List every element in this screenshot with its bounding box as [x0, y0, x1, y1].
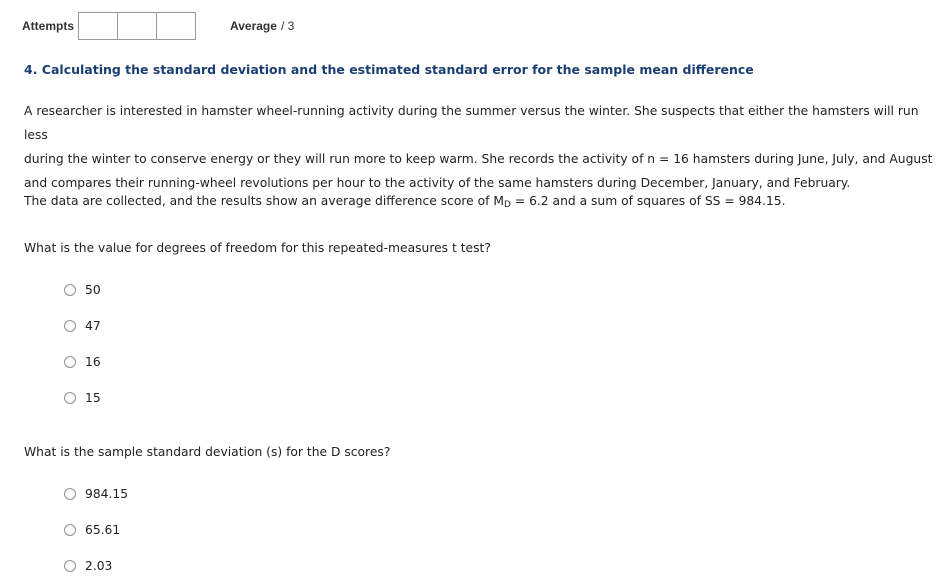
df-option-3[interactable] [64, 354, 101, 370]
radio-button[interactable] [64, 392, 76, 404]
radio-button[interactable] [64, 356, 76, 368]
average-label: Average [230, 19, 277, 33]
radio-button[interactable] [64, 488, 76, 500]
scenario-paragraph [24, 99, 939, 195]
df-option-1[interactable] [64, 282, 101, 298]
sd-option-3[interactable] [64, 558, 112, 574]
option-label: 65.61 [85, 523, 121, 537]
option-label: 15 [85, 391, 101, 405]
attempts-bar [22, 12, 294, 40]
sd-option-1[interactable] [64, 486, 128, 502]
sd-question-prompt: What is the sample standard deviation (s) for the D scores? [24, 445, 391, 459]
sd-option-2[interactable] [64, 522, 120, 538]
data-text-after: = 6.2 and a sum of squares of SS = 984.15. [510, 194, 786, 208]
radio-button[interactable] [64, 320, 76, 332]
radio-button[interactable] [64, 560, 76, 572]
scenario-line-1: A researcher is interested in hamster wheel-running activity during the summer versus the winter. She suspects that either the hamsters will run less [24, 104, 919, 142]
data-paragraph [24, 189, 939, 217]
radio-button[interactable] [64, 524, 76, 536]
attempt-box-1 [79, 13, 118, 39]
attempt-box-2 [118, 13, 157, 39]
average-value: / 3 [280, 19, 295, 33]
df-option-2[interactable] [64, 318, 101, 334]
df-option-4[interactable] [64, 390, 101, 406]
df-question-prompt: What is the value for degrees of freedom for this repeated-measures t test? [24, 241, 491, 255]
data-subscript: D [504, 200, 511, 210]
attempt-boxes [78, 12, 196, 40]
scenario-line-2: during the winter to conserve energy or they will run more to keep warm. She records the activity of n = 16 hamsters during June, July, and August [24, 152, 933, 166]
option-label: 984.15 [85, 487, 129, 501]
question-title: 4. Calculating the standard deviation and the estimated standard error for the sample mean difference [24, 62, 754, 77]
option-label: 2.03 [85, 559, 113, 573]
option-label: 16 [85, 355, 101, 369]
attempt-box-3 [157, 13, 195, 39]
attempts-label: Attempts [22, 19, 75, 33]
option-label: 50 [85, 283, 101, 297]
data-text-before: The data are collected, and the results show an average difference score of M [24, 194, 505, 208]
option-label: 47 [85, 319, 101, 333]
scenario-line-3: and compares their running-wheel revolutions per hour to the activity of the same hamsters during December, January, and February. [24, 176, 851, 190]
radio-button[interactable] [64, 284, 76, 296]
